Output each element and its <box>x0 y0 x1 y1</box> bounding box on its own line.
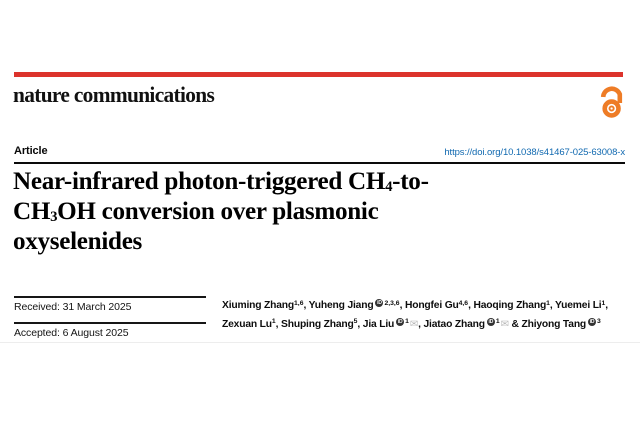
author-list <box>222 297 632 334</box>
author <box>222 300 309 311</box>
title-line: oxyselenides <box>13 226 143 255</box>
email-icon[interactable]: ✉ <box>409 319 419 331</box>
masthead-accent-bar <box>14 72 623 77</box>
email-icon[interactable]: ✉ <box>500 319 509 331</box>
doi-link[interactable]: https://doi.org/10.1038/s41467-025-63008-x <box>444 147 625 158</box>
affiliation-superscript: 1 <box>546 299 550 307</box>
affiliation-superscript: 3 <box>597 318 601 326</box>
author <box>363 319 424 330</box>
affiliation-superscript: 1 <box>601 299 606 307</box>
author <box>424 319 522 330</box>
author-separator: & <box>508 318 522 330</box>
affiliation-superscript: 1,6 <box>294 299 304 307</box>
author-name: Zhiyong Tang <box>521 318 587 330</box>
author-name: Jia Liu <box>362 318 395 330</box>
author-line <box>222 297 632 316</box>
affiliation-superscript: 5 <box>353 318 358 326</box>
author-name: Hongfei Gu <box>404 300 459 311</box>
accepted-date: Accepted: 6 August 2025 <box>14 327 129 339</box>
accepted-rule <box>14 322 206 324</box>
received-date: Received: 31 March 2025 <box>14 301 132 313</box>
author-separator: , <box>357 318 363 330</box>
affiliation-superscript: 2,3,6 <box>384 299 400 307</box>
author <box>555 300 608 311</box>
author-separator: , <box>605 300 608 311</box>
affiliation-superscript: 1 <box>495 318 500 326</box>
title-line: $CH_3OH$ conversion over plasmonic <box>13 196 379 225</box>
author <box>405 300 474 311</box>
title-line: Near-infrared photon-triggered $CH_4-to-$ <box>13 166 429 195</box>
article-type-label: Article <box>14 145 48 157</box>
journal-wordmark: nature communications <box>13 82 215 107</box>
orcid-icon[interactable]: iD <box>377 300 382 306</box>
author-name: Zexuan Lu <box>222 318 272 330</box>
affiliation-superscript: 1 <box>271 318 276 326</box>
orcid-icon[interactable]: iD <box>397 318 403 325</box>
author-name: Yuheng Jiang <box>308 300 374 311</box>
author-separator: , <box>275 318 282 330</box>
author-separator: , <box>468 300 474 311</box>
received-rule <box>14 296 206 298</box>
author-name: Haoqing Zhang <box>473 300 547 311</box>
author <box>473 300 555 311</box>
author <box>222 319 281 330</box>
author <box>309 300 405 311</box>
header-rule <box>14 162 625 164</box>
author-name: Jiatao Zhang <box>423 318 485 330</box>
author-separator: , <box>303 300 309 311</box>
affiliation-superscript: 1 <box>405 318 409 326</box>
orcid-icon[interactable]: iD <box>589 318 595 325</box>
author <box>281 319 363 330</box>
author-separator: , <box>549 300 556 311</box>
article-title <box>13 166 624 256</box>
author-separator: , <box>418 318 424 330</box>
affiliation-superscript: 4,6 <box>458 299 469 307</box>
author-name: Yuemei Li <box>555 300 602 311</box>
author-separator: , <box>399 300 405 311</box>
author-name: Shuping Zhang <box>281 318 354 330</box>
page-bottom-hairline <box>0 342 640 343</box>
open-access-icon[interactable] <box>598 84 626 118</box>
author-name: Xiuming Zhang <box>222 300 295 311</box>
author-line <box>222 316 632 335</box>
orcid-icon[interactable]: iD <box>488 318 494 325</box>
author <box>521 319 600 330</box>
